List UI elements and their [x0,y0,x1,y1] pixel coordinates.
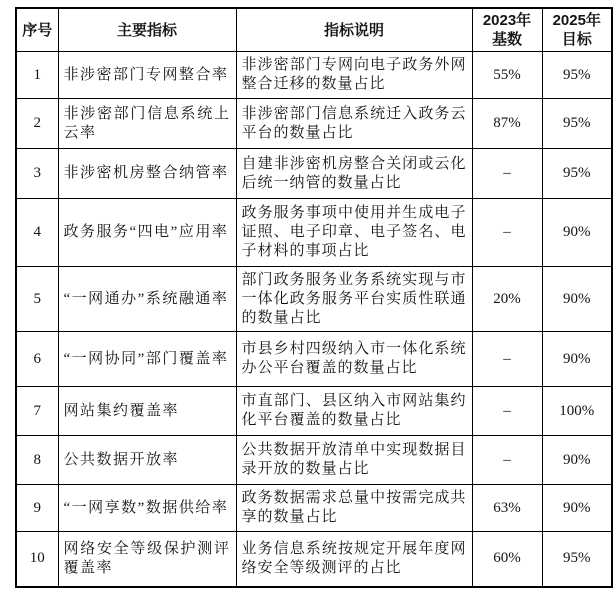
indicator-cell: 非涉密机房整合纳管率 [58,149,236,199]
row-number-cell: 2 [16,99,58,149]
target-2025-cell: 95% [542,52,612,99]
base-2023-cell: 20% [472,267,542,332]
indicator-cell: “一网协同”部门覆盖率 [58,332,236,387]
description-cell: 部门政务服务业务系统实现与市一体化政务服务平台实质性联通的数量占比 [236,267,472,332]
description-cell: 非涉密部门信息系统迁入政务云平台的数量占比 [236,99,472,149]
description-cell: 非涉密部门专网向电子政务外网整合迁移的数量占比 [236,52,472,99]
base-2023-cell: – [472,149,542,199]
table-row [16,532,612,587]
base-2023-cell: – [472,436,542,485]
row-number-cell: 9 [16,485,58,532]
description-cell: 公共数据开放清单中实现数据目录开放的数量占比 [236,436,472,485]
description-cell: 业务信息系统按规定开展年度网络安全等级测评的占比 [236,532,472,587]
target-2025-cell: 90% [542,436,612,485]
base-2023-cell: – [472,387,542,436]
indicator-cell: 公共数据开放率 [58,436,236,485]
row-number-cell: 7 [16,387,58,436]
table-row [16,387,612,436]
header-col-base-2023: 2023年基数 [472,8,542,52]
row-number-cell: 3 [16,149,58,199]
description-cell: 自建非涉密机房整合关闭或云化后统一纳管的数量占比 [236,149,472,199]
indicator-cell: 政务服务“四电”应用率 [58,199,236,267]
indicator-cell: “一网享数”数据供给率 [58,485,236,532]
description-cell: 市直部门、县区纳入市网站集约化平台覆盖的数量占比 [236,387,472,436]
target-2025-cell: 90% [542,485,612,532]
target-2025-cell: 90% [542,199,612,267]
row-number-cell: 6 [16,332,58,387]
base-2023-cell: 87% [472,99,542,149]
base-2023-cell: 63% [472,485,542,532]
row-number-cell: 5 [16,267,58,332]
target-2025-cell: 90% [542,332,612,387]
target-2025-cell: 95% [542,532,612,587]
base-2023-cell: 60% [472,532,542,587]
target-2025-cell: 95% [542,99,612,149]
header-col-no: 序号 [16,8,58,52]
base-2023-cell: – [472,332,542,387]
row-number-cell: 1 [16,52,58,99]
target-2025-cell: 95% [542,149,612,199]
indicator-cell: 网络安全等级保护测评覆盖率 [58,532,236,587]
description-cell: 政务服务事项中使用并生成电子证照、电子印章、电子签名、电子材料的事项占比 [236,199,472,267]
table-row [16,332,612,387]
row-number-cell: 8 [16,436,58,485]
indicators-table [15,7,613,588]
table-row [16,52,612,99]
description-cell: 市县乡村四级纳入市一体化系统办公平台覆盖的数量占比 [236,332,472,387]
table-row [16,436,612,485]
row-number-cell: 4 [16,199,58,267]
indicator-cell: 网站集约覆盖率 [58,387,236,436]
indicator-cell: 非涉密部门信息系统上云率 [58,99,236,149]
header-col-target-2025: 2025年目标 [542,8,612,52]
description-cell: 政务数据需求总量中按需完成共享的数量占比 [236,485,472,532]
table-row [16,267,612,332]
base-2023-cell: – [472,199,542,267]
indicator-cell: 非涉密部门专网整合率 [58,52,236,99]
header-col-indicator: 主要指标 [58,8,236,52]
table-row [16,485,612,532]
table-row [16,199,612,267]
target-2025-cell: 100% [542,387,612,436]
target-2025-cell: 90% [542,267,612,332]
table-row [16,149,612,199]
header-col-description: 指标说明 [236,8,472,52]
header-row [16,8,612,52]
indicator-cell: “一网通办”系统融通率 [58,267,236,332]
row-number-cell: 10 [16,532,58,587]
base-2023-cell: 55% [472,52,542,99]
table-row [16,99,612,149]
